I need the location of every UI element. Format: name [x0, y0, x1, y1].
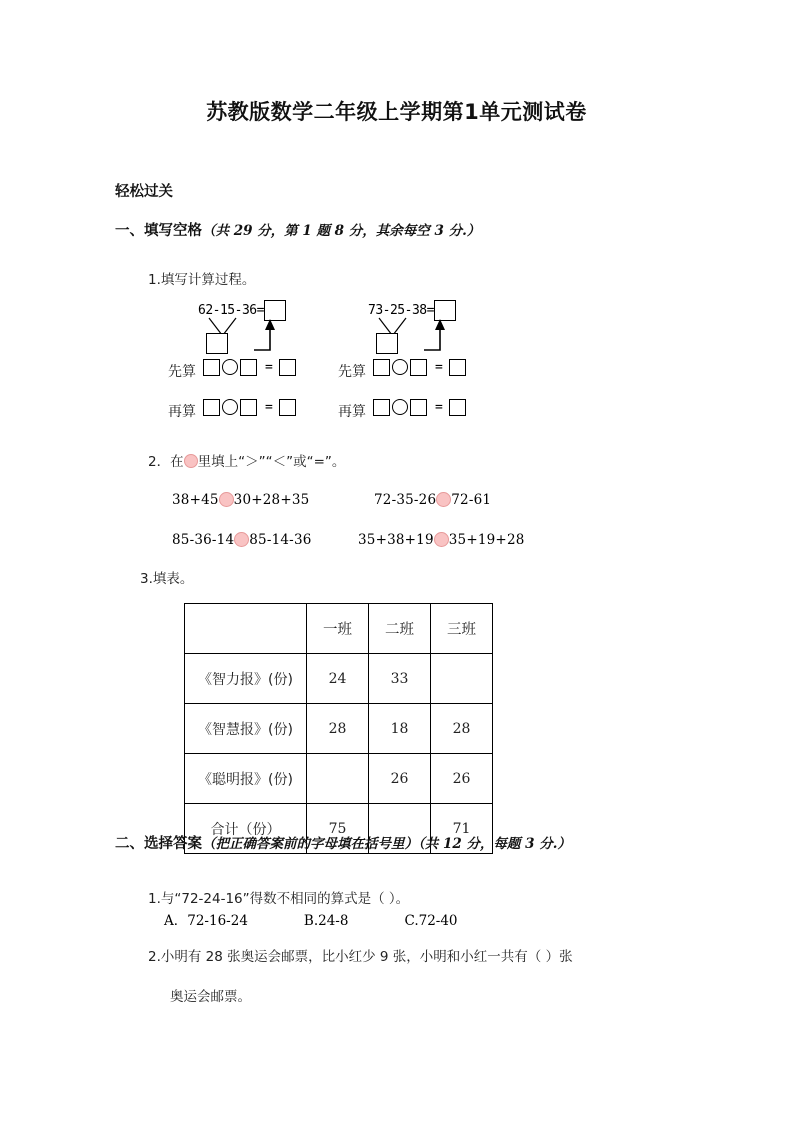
q2-comparison-1-right: 30+28+35: [233, 492, 310, 508]
table-row-label-4: 合计（份）: [185, 804, 307, 854]
table-col-header-2: 二班: [369, 604, 431, 654]
table-cell[interactable]: [431, 654, 493, 704]
table-cell[interactable]: 75: [307, 804, 369, 854]
q2-comparison-2-left: 72-35-26: [374, 492, 437, 508]
table-row: [185, 754, 493, 804]
q2-comparison-1: [172, 492, 309, 508]
q1-problem-2-expression-text: 73-25-38=: [368, 303, 434, 318]
section-two-q2-line2: 奥运会邮票。: [170, 989, 251, 1005]
compare-circle-blank[interactable]: [219, 492, 234, 507]
table-cell[interactable]: [307, 754, 369, 804]
page-title: 苏教版数学二年级上学期第1单元测试卷: [206, 100, 587, 124]
q2-comparison-3-right: 85-14-36: [249, 532, 312, 548]
operand-box[interactable]: [373, 399, 390, 416]
table-cell[interactable]: 71: [431, 804, 493, 854]
section-two-q1-options: [164, 909, 458, 929]
table-corner-cell: [185, 604, 307, 654]
option-a[interactable]: A．72-16-24: [164, 913, 248, 929]
section-one-heading: [115, 219, 480, 240]
table-cell[interactable]: 26: [431, 754, 493, 804]
operand-box[interactable]: [373, 359, 390, 376]
operator-circle[interactable]: [392, 359, 408, 375]
compare-circle-blank[interactable]: [234, 532, 249, 547]
result-box[interactable]: [279, 359, 296, 376]
q2-comparison-4-left: 35+38+19: [358, 532, 434, 548]
q1-problem-2-intermediate-box[interactable]: [376, 333, 398, 354]
table-header-row: [185, 604, 493, 654]
operator-circle[interactable]: [392, 399, 408, 415]
q2-comparison-2-right: 72-61: [451, 492, 492, 508]
table-row: [185, 704, 493, 754]
compare-circle-icon: [184, 454, 198, 468]
q2-prompt-suffix: 里填上“＞”“＜”或“=”。: [197, 454, 346, 470]
result-box[interactable]: [449, 399, 466, 416]
operand-box[interactable]: [410, 359, 427, 376]
q1-problem-2-step-first: [338, 357, 468, 380]
operand-box[interactable]: [203, 359, 220, 376]
q2-comparison-3: [172, 532, 312, 548]
q3-prompt: 3.填表。: [140, 571, 194, 587]
section-one-title: 一、填写空格: [115, 223, 202, 239]
compare-circle-blank[interactable]: [434, 532, 449, 547]
operator-circle[interactable]: [222, 359, 238, 375]
option-c[interactable]: C.72-40: [404, 913, 458, 929]
q2-comparison-1-left: 38+45: [172, 492, 219, 508]
table-cell[interactable]: 18: [369, 704, 431, 754]
equals-sign: =: [265, 359, 273, 375]
newspaper-count-table: [184, 603, 493, 854]
q1-problem-1-step-first: [168, 357, 298, 380]
q2-prompt: [148, 450, 345, 470]
q1-problem-1-step-second-label: 再算: [168, 404, 196, 420]
q1-problem-2-step-first-label: 先算: [338, 364, 366, 380]
table-cell[interactable]: 24: [307, 654, 369, 704]
q2-prompt-prefix: 2．在: [148, 454, 184, 470]
q1-problem-2-step-second: [338, 397, 468, 420]
q1-prompt: 1.填写计算过程。: [148, 272, 256, 288]
q1-problem-1-step-second: [168, 397, 298, 420]
result-box[interactable]: [449, 359, 466, 376]
table-cell[interactable]: 28: [431, 704, 493, 754]
q1-problem-1-step-first-label: 先算: [168, 364, 196, 380]
section-one-points: （共 29 分，第 1 题 8 分，其余每空 3 分.）: [202, 223, 481, 239]
section-two-q1-text: 1.与“72-24-16”得数不相同的算式是（ ）。: [148, 891, 410, 907]
q2-comparison-4: [358, 532, 525, 548]
table-row-label-3: 《聪明报》(份): [185, 754, 307, 804]
operand-box[interactable]: [410, 399, 427, 416]
q2-comparison-4-right: 35+19+28: [448, 532, 525, 548]
table-cell[interactable]: 33: [369, 654, 431, 704]
table-cell[interactable]: 26: [369, 754, 431, 804]
option-b[interactable]: B.24-8: [303, 913, 349, 929]
q1-problem-2-step-second-label: 再算: [338, 404, 366, 420]
table-row: [185, 654, 493, 704]
operand-box[interactable]: [240, 399, 257, 416]
operand-box[interactable]: [203, 399, 220, 416]
table-cell[interactable]: 28: [307, 704, 369, 754]
equals-sign: =: [435, 399, 443, 415]
q1-problem-1-intermediate-box[interactable]: [206, 333, 228, 354]
section-two-title: 二、选择答案: [115, 836, 202, 852]
equals-sign: =: [265, 399, 273, 415]
q2-comparison-2: [374, 492, 491, 508]
table-row-label-1: 《智力报》(份): [185, 654, 307, 704]
equals-sign: =: [435, 359, 443, 375]
section-two-q2-line1: 2.小明有 28 张奥运会邮票，比小红少 9 张，小明和小红一共有（ ）张: [148, 949, 573, 965]
q1-problem-1-expression-text: 62-15-36=: [198, 303, 264, 318]
table-col-header-1: 一班: [307, 604, 369, 654]
operator-circle[interactable]: [222, 399, 238, 415]
q2-comparison-3-left: 85-36-14: [172, 532, 235, 548]
subheading-easy-pass: 轻松过关: [115, 184, 173, 200]
operand-box[interactable]: [240, 359, 257, 376]
result-box[interactable]: [279, 399, 296, 416]
section-two-points: （把正确答案前的字母填在括号里）（共 12 分，每题 3 分.）: [202, 836, 571, 852]
table-col-header-3: 三班: [431, 604, 493, 654]
compare-circle-blank[interactable]: [436, 492, 451, 507]
section-two-heading: [115, 832, 571, 853]
table-row-label-2: 《智慧报》(份): [185, 704, 307, 754]
